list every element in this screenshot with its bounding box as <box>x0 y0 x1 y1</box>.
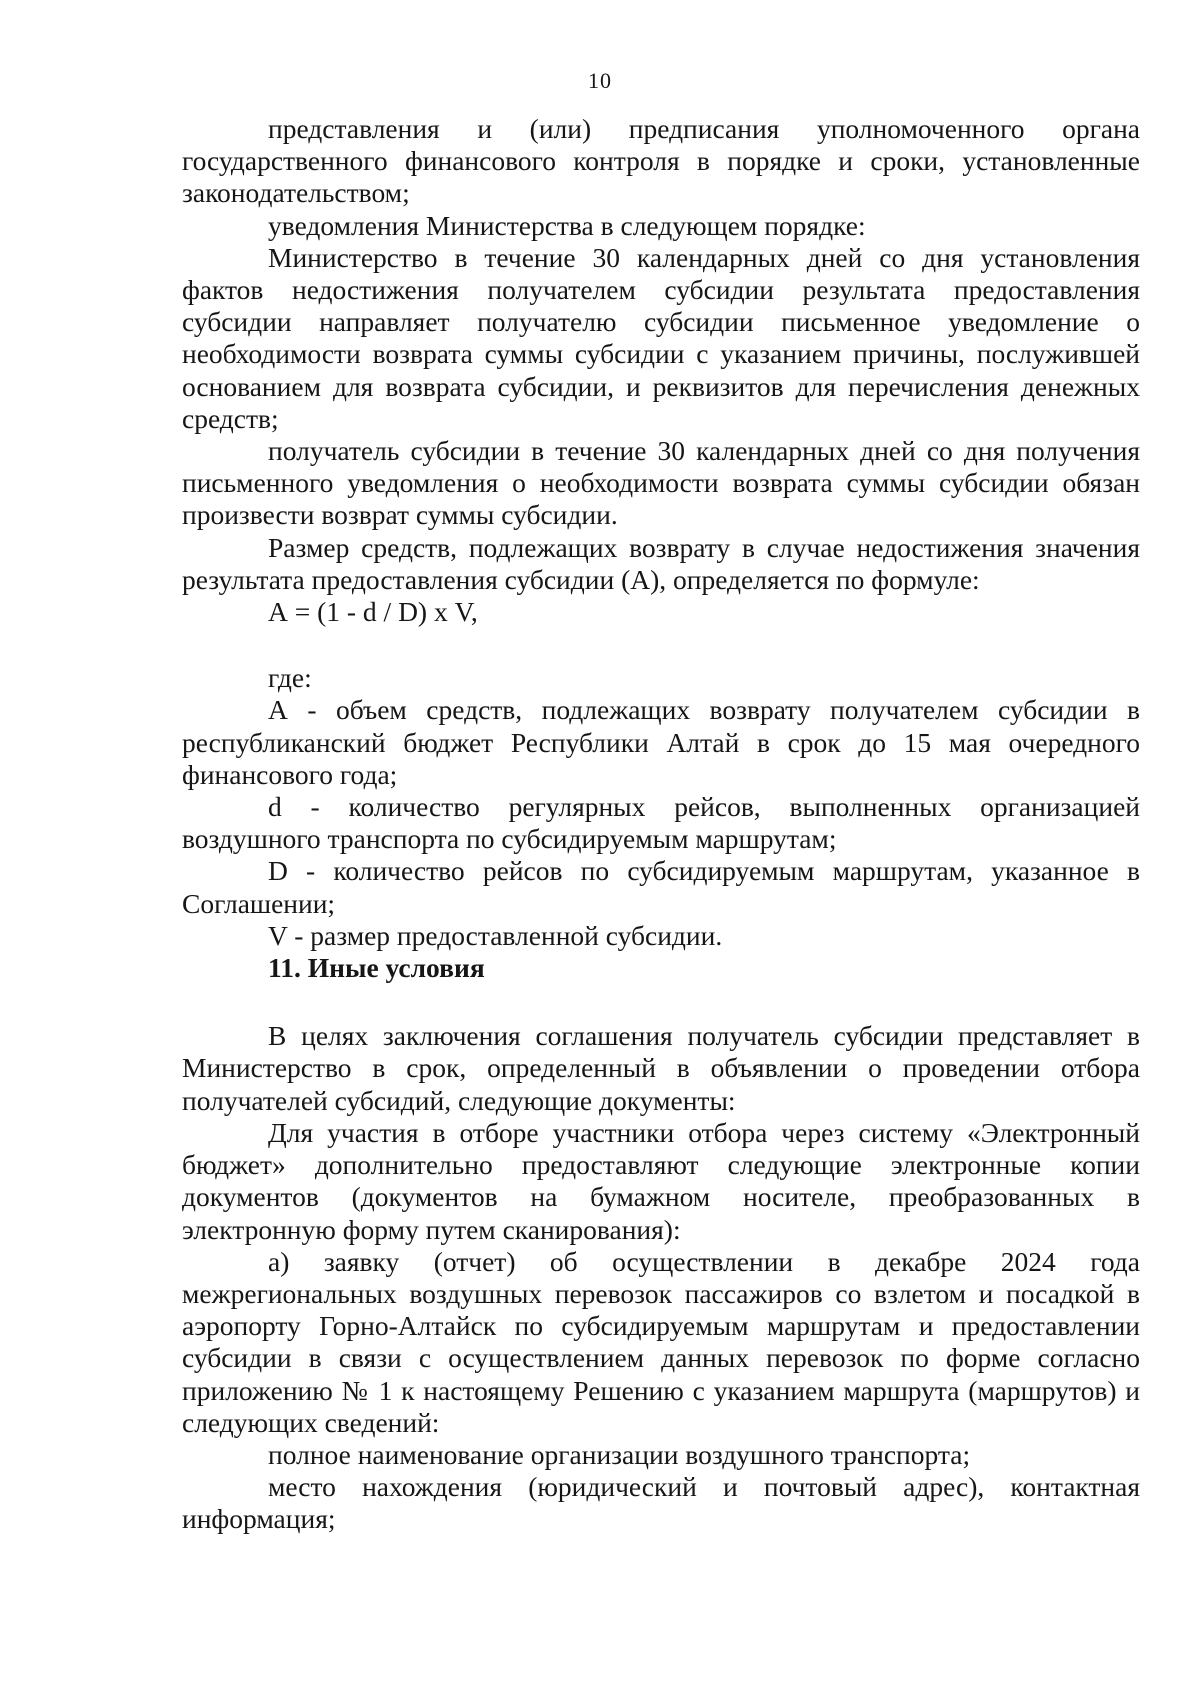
paragraph: уведомления Министерства в следующем порядке: <box>268 209 866 241</box>
formula: А = (1 - d / D) х V, <box>268 596 478 628</box>
paragraph: полное наименование организации воздушного транспорта; <box>268 1438 971 1470</box>
definition-v: V - размер предоставленной субсидии. <box>268 919 723 951</box>
definition-d-small: d - количество регулярных рейсов, выполненных организацией воздушного транспорта по субсидируемым маршрутам; <box>182 791 1140 855</box>
definition-a: А - объем средств, подлежащих возврату получателем субсидии в республиканский бюджет Республики Алтай в срок до 15 мая очередного финансового года; <box>182 694 1140 790</box>
paragraph: где: <box>268 662 312 694</box>
paragraph: представления и (или) предписания уполномоченного органа государственного финансового контроля в порядке и сроки, установленные законодательством; <box>182 113 1140 209</box>
paragraph: В целях заключения соглашения получатель субсидии представляет в Министерство в срок, определенный в объявлении о проведении отбора получателей субсидий, следующие документы: <box>182 1020 1140 1116</box>
paragraph: получатель субсидии в течение 30 календарных дней со дня получения письменного уведомления о необходимости возврата суммы субсидии обязан произвести возврат суммы субсидии. <box>182 435 1140 531</box>
paragraph: Для участия в отборе участники отбора через систему «Электронный бюджет» дополнительно предоставляют следующие электронные копии документов (документов на бумажном носителе, преобразованных в электронную форму путем сканирования): <box>182 1116 1140 1245</box>
definition-d-capital: D - количество рейсов по субсидируемым маршрутам, указанное в Соглашении; <box>182 855 1140 919</box>
paragraph: Размер средств, подлежащих возврату в случае недостижения значения результата предоставления субсидии (А), определяется по формуле: <box>182 531 1140 595</box>
paragraph: место нахождения (юридический и почтовый адрес), контактная информация; <box>182 1471 1140 1535</box>
section-heading: 11. Иные условия <box>268 952 485 984</box>
page-number: 10 <box>588 68 612 93</box>
paragraph: а) заявку (отчет) об осуществлении в декабре 2024 года межрегиональных воздушных перевозок пассажиров со взлетом и посадкой в аэропорту Горно-Алтайск по субсидируемым маршрутам и предоставлении субсидии в связи с осуществлением данных перевозок по форме согласно приложению № 1 к настоящему Решению с указанием маршрута (маршрутов) и следующих сведений: <box>182 1245 1140 1438</box>
document-body <box>182 113 1140 1536</box>
paragraph: Министерство в течение 30 календарных дней со дня установления фактов недостижения получателем субсидии результата предоставления субсидии направляет получателю субсидии письменное уведомление о необходимости возврата суммы субсидии с указанием причины, послужившей основанием для возврата субсидии, и реквизитов для перечисления денежных средств; <box>182 241 1140 434</box>
